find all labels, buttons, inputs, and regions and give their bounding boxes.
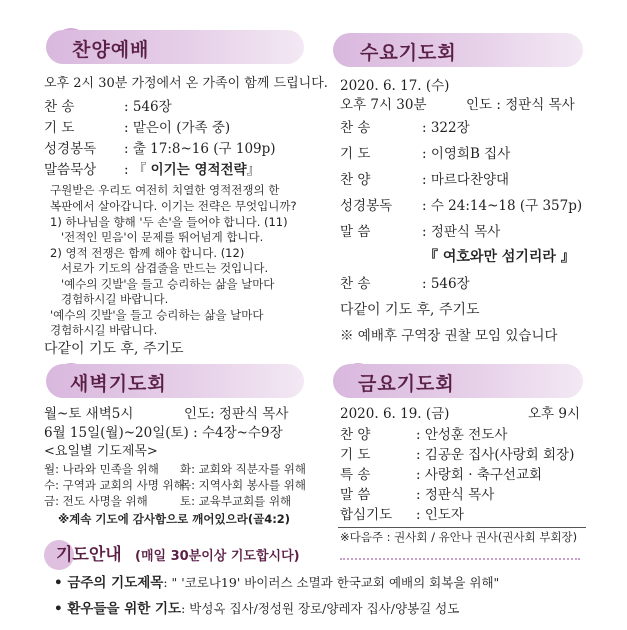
body-line: 복판에서 살아갑니다. 이기는 전략은 무엇입니까? xyxy=(50,199,297,213)
body-line: 경험하시길 바랍니다. xyxy=(50,292,169,306)
prayer-guide-dotted-rule xyxy=(340,558,580,560)
friday-praise-row xyxy=(340,426,507,444)
dawn-schedule: 월~토 새벽5시 xyxy=(44,406,134,422)
prayer-value: : 맡은이 (가족 중) xyxy=(124,120,231,136)
weekly-prayer-row xyxy=(54,574,499,592)
friday-special-label: 특 송 xyxy=(340,467,371,483)
meditation-label: 말씀묵상 xyxy=(44,162,97,178)
wednesday-prayer-label: 기 도 xyxy=(340,146,371,162)
weekly-prayer-value: : " '코로나19' 바이러스 소멸과 한국교회 예배의 회복을 위해" xyxy=(163,575,500,590)
body-line: '예수의 깃발'을 들고 승리하는 삶을 날마다 xyxy=(50,308,264,322)
wednesday-time: 오후 7시 30분 xyxy=(340,97,427,113)
prayer-label: 기 도 xyxy=(44,120,75,136)
wednesday-leader: 인도 : 정판식 목사 xyxy=(466,97,575,113)
weekly-prayer-label: 금주의 기도제목 xyxy=(67,575,164,591)
patients-prayer-value: : 박성옥 집사/정성원 장로/양레자 집사/양봉길 성도 xyxy=(181,601,460,616)
wednesday-hymn2-value: : 546장 xyxy=(422,276,470,292)
dawn-topic: 목: 지역사회 봉사를 위해 xyxy=(180,478,306,492)
prayer-guide-title: 기도안내 xyxy=(56,545,122,565)
reading-row xyxy=(44,140,276,158)
friday-sermon-label: 말 씀 xyxy=(340,487,371,503)
family-worship-closing: 다같이 기도 후, 주기도 xyxy=(44,341,184,357)
bullet-icon: • xyxy=(54,575,68,591)
body-line: 2) 영적 전쟁은 함께 해야 합니다. (12) xyxy=(50,246,245,260)
hymn-label: 찬 송 xyxy=(44,99,75,115)
dawn-topic: 수: 구역과 교회의 사명 위해 xyxy=(44,478,185,492)
dawn-topic: 월: 나라와 민족을 위해 xyxy=(44,462,159,476)
prayer-guide-subtitle: (매일 30분이상 기도합시다) xyxy=(135,549,300,564)
wednesday-sermon-title: 『 여호와만 섬기리라 』 xyxy=(424,249,575,265)
meditation-close: 』 xyxy=(246,162,261,178)
wednesday-hymn2-label: 찬 송 xyxy=(340,276,371,292)
prayer-row xyxy=(44,119,230,137)
dawn-prayer-title: 새벽기도회 xyxy=(70,373,167,395)
wednesday-reading-row xyxy=(340,197,582,215)
friday-next-week: ※다음주 : 권사회 / 유안나 권사(권사회 부회장) xyxy=(340,530,578,544)
body-line: 1) 하나님을 향해 '두 손'을 들어야 합니다. (11) xyxy=(50,215,288,229)
friday-sermon-value: : 정판식 목사 xyxy=(416,487,495,503)
wednesday-praise-row xyxy=(340,171,509,189)
family-worship-title: 찬양예배 xyxy=(72,39,150,61)
family-worship-intro: 오후 2시 30분 가정에서 온 가족이 함께 드립니다. xyxy=(44,76,328,91)
wednesday-closing: 다같이 기도 후, 주기도 xyxy=(340,302,480,318)
friday-time: 오후 9시 xyxy=(528,406,581,422)
friday-special-value: : 사랑회 · 축구선교회 xyxy=(416,467,543,483)
body-line: 서로가 기도의 삼겹줄을 만드는 것입니다. xyxy=(50,261,269,275)
wednesday-reading-label: 성경봉독 xyxy=(340,198,393,214)
dawn-topic: 토: 교육부교회를 위해 xyxy=(180,494,292,508)
friday-prayer-label: 기 도 xyxy=(340,447,371,463)
friday-joint-label: 합심기도 xyxy=(340,507,393,523)
dawn-range: 6월 15일(월)~20일(토) : 수4장~수9장 xyxy=(44,425,283,441)
friday-joint-row xyxy=(340,506,464,524)
friday-praise-value: : 안성훈 전도사 xyxy=(416,427,508,443)
reading-label: 성경봉독 xyxy=(44,141,97,157)
body-line: 경험하시길 바랍니다. xyxy=(50,323,158,337)
friday-prayer-title: 금요기도회 xyxy=(358,373,455,395)
wednesday-praise-label: 찬 양 xyxy=(340,172,371,188)
dawn-topic: 화: 교회와 직분자를 위해 xyxy=(180,462,306,476)
dawn-topic: 금: 전도 사명을 위해 xyxy=(44,494,148,508)
dawn-topics-title: <요일별 기도제목> xyxy=(44,444,158,459)
friday-praise-label: 찬 양 xyxy=(340,427,371,443)
friday-joint-value: : 인도자 xyxy=(416,507,464,523)
bullet-icon: • xyxy=(54,601,68,617)
body-line: 구원받은 우리도 여전히 치열한 영적전쟁의 한 xyxy=(50,183,280,197)
patients-prayer-row xyxy=(54,600,459,618)
wednesday-date: 2020. 6. 17. (수) xyxy=(340,78,450,94)
wednesday-prayer-title: 수요기도회 xyxy=(360,42,457,64)
patients-prayer-label: 환우들을 위한 기도 xyxy=(67,601,182,617)
hymn-value: : 546장 xyxy=(124,99,172,115)
friday-prayer-row xyxy=(340,446,574,464)
friday-prayer-value: : 김공운 집사(사랑회 회장) xyxy=(416,447,575,463)
meditation-title: 이기는 영적전략 xyxy=(150,162,247,178)
friday-date: 2020. 6. 19. (금) xyxy=(340,406,450,422)
wednesday-prayer-value: : 이영희B 집사 xyxy=(422,146,511,162)
wednesday-hymn-row xyxy=(340,119,470,137)
dawn-leader: 인도: 정판식 목사 xyxy=(184,406,289,422)
friday-sermon-row xyxy=(340,486,494,504)
wednesday-hymn-label: 찬 송 xyxy=(340,120,371,136)
friday-special-row xyxy=(340,466,542,484)
wednesday-praise-value: : 마르다찬양대 xyxy=(422,172,510,188)
body-line: '예수의 깃발'을 들고 승리하는 삶을 날마다 xyxy=(50,277,275,291)
wednesday-hymn-value: : 322장 xyxy=(422,120,470,136)
wednesday-sermon-label: 말 씀 xyxy=(340,224,371,240)
meditation-open: : 『 xyxy=(124,162,151,178)
dawn-verse: ※계속 기도에 감사함으로 깨어있으라(골4:2) xyxy=(58,512,291,526)
meditation-row xyxy=(44,161,260,179)
hymn-row xyxy=(44,98,172,116)
wednesday-note: ※ 예배후 구역장 권찰 모임 있습니다 xyxy=(340,328,558,344)
friday-divider xyxy=(338,527,586,528)
body-line: '전적인 믿음'이 문제를 뛰어넘게 합니다. xyxy=(50,230,264,244)
wednesday-prayer-row xyxy=(340,145,510,163)
wednesday-reading-value: : 수 24:14~18 (구 357p) xyxy=(422,198,583,214)
wednesday-hymn2-row xyxy=(340,275,470,293)
wednesday-sermon-row xyxy=(340,223,500,241)
reading-value: : 출 17:8~16 (구 109p) xyxy=(124,141,276,157)
wednesday-sermon-value: : 정판식 목사 xyxy=(422,224,501,240)
